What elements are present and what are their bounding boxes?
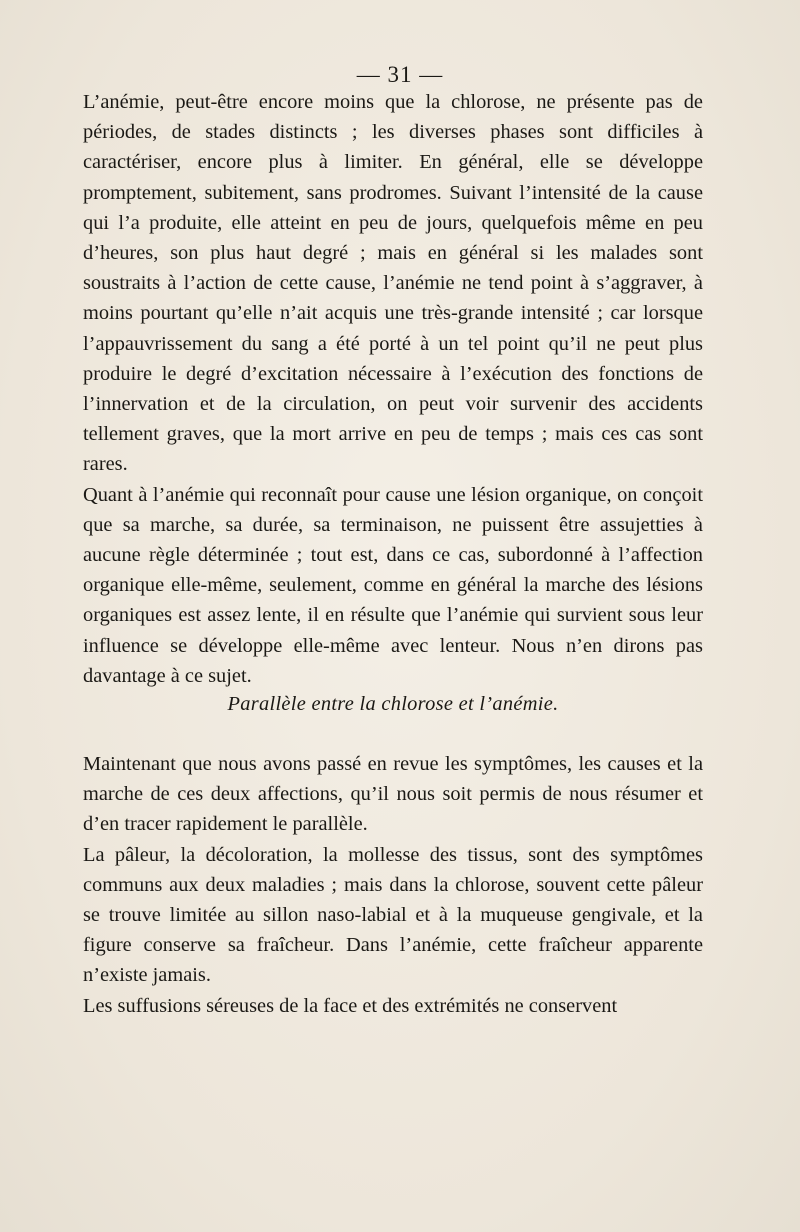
paragraph: La pâleur, la décoloration, la mollesse des tissus, sont des symptômes communs aux deux maladies ; mais dans la chlorose, souvent cette pâleur se trouve limitée au sillon naso-labial et à la muqueuse gengivale, et la figure conserve sa fraîcheur. Dans l’anémie, cette fraîcheur apparente n’existe jamais. bbox=[83, 843, 703, 987]
paragraph: Quant à l’anémie qui reconnaît pour cause une lésion organique, on conçoit que sa marche, sa durée, sa terminaison, ne puissent être assujetties à aucune règle déterminée ; tout est, dans ce cas, subordonné à l’affection organique elle-même, seulement, comme en général la marche des lésions organiques est assez lente, il en résulte que l’anémie qui survient sous leur influence se développe elle-même avec lenteur. Nous n’en dirons pas davantage à ce sujet. bbox=[83, 483, 703, 687]
paragraph: Maintenant que nous avons passé en revue les symptômes, les causes et la marche de ces deux affections, qu’il nous soit permis de nous résumer et d’en tracer rapidement le parallèle. bbox=[83, 753, 703, 836]
page-number: — 31 — bbox=[356, 62, 444, 87]
body-text-section-1 bbox=[83, 87, 703, 691]
body-text-section-2 bbox=[83, 749, 703, 1021]
paragraph: Les suffusions séreuses de la face et des extrémités ne conservent bbox=[83, 994, 618, 1017]
section-heading: Parallèle entre la chlorose et l’anémie. bbox=[227, 693, 559, 715]
paragraph: L’anémie, peut-être encore moins que la chlorose, ne présente pas de périodes, de stades distincts ; les diverses phases sont difficiles à caractériser, encore plus à limiter. En général, elle se développe promptement, subitement, sans prodromes. Suivant l’intensité de la cause qui l’a produite, elle atteint en peu de jours, quelquefois même en peu d’heures, son plus haut degré ; mais en général si les malades sont soustraits à l’action de cette cause, l’anémie ne tend point à s’aggraver, à moins pourtant qu’elle n’ait acquis une très-grande intensité ; car lorsque l’appauvrissement du sang a été porté à un tel point qu’il ne peut plus produire le degré d’excitation nécessaire à l’exécution des fonctions de l’innervation et de la circulation, on peut voir survenir des accidents tellement graves, que la mort arrive en peu de temps ; mais ces cas sont rares. bbox=[83, 91, 703, 476]
